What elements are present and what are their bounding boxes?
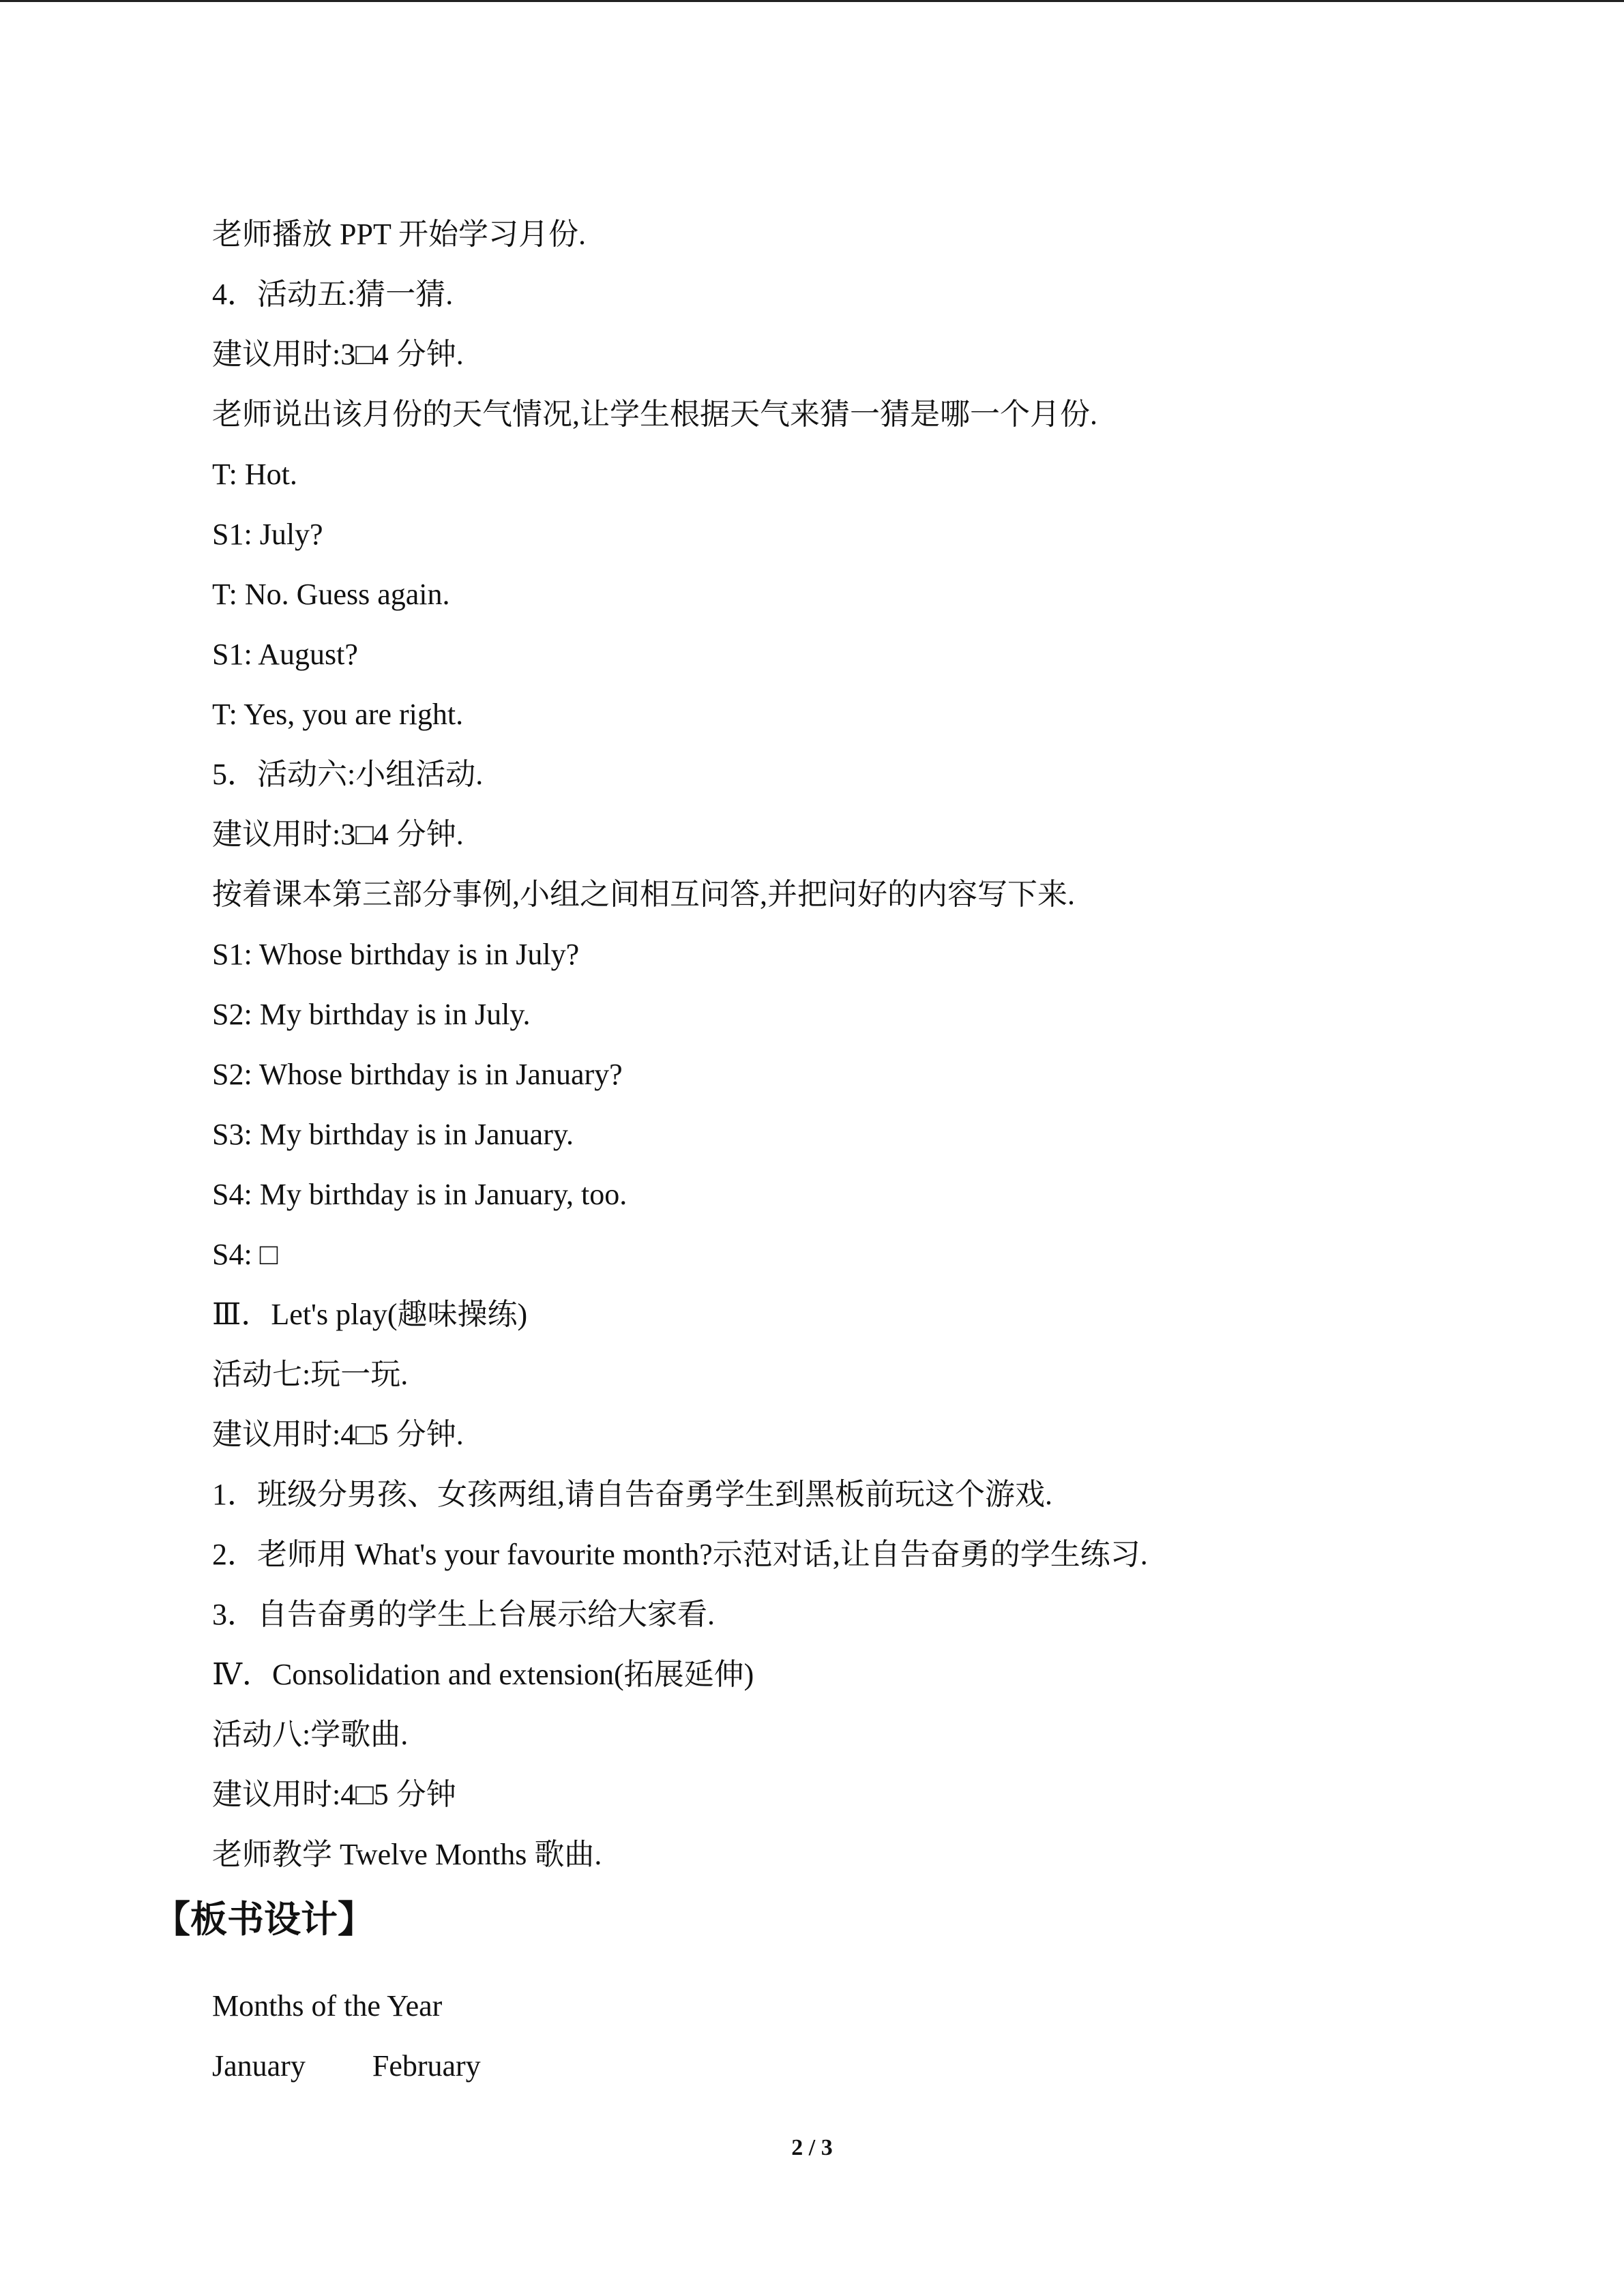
dialogue-line: S4: My birthday is in January, too. [212, 1178, 628, 1211]
page-number: 2 / 3 [791, 2135, 833, 2160]
activity-heading: 活动八:学歌曲. [212, 1718, 409, 1751]
board-design [212, 1976, 1508, 2096]
suggested-time: 建议用时:3□4 分钟. [212, 818, 464, 851]
months-row [212, 2036, 1508, 2096]
dialogue-line: S1: August? [212, 638, 358, 671]
dialogue-line: S4: □ [212, 1238, 278, 1271]
dialogue-line: S1: July? [212, 518, 323, 551]
dialogue-line: T: Hot. [212, 458, 297, 491]
document-body [212, 205, 1508, 1885]
month-label: January [212, 2049, 306, 2083]
board-title: Months of the Year [212, 1989, 443, 2023]
text-line: 老师播放 PPT 开始学习月份. [212, 218, 587, 251]
dialogue-line: S1: Whose birthday is in July? [212, 938, 580, 971]
activity-heading: 5．活动六:小组活动. [212, 758, 484, 791]
dialogue-line: T: Yes, you are right. [212, 698, 464, 731]
section-heading: Ⅳ．Consolidation and extension(拓展延伸) [212, 1658, 754, 1691]
section-heading: Ⅲ．Let's play(趣味操练) [212, 1298, 528, 1331]
list-item: 2．老师用 What's your favourite month?示范对话,让自告奋勇的学生练习. [212, 1538, 1148, 1571]
list-item: 3．自告奋勇的学生上台展示给大家看. [212, 1598, 715, 1631]
suggested-time: 建议用时:4□5 分钟. [212, 1418, 464, 1451]
dialogue-line: S3: My birthday is in January. [212, 1118, 574, 1151]
suggested-time: 建议用时:4□5 分钟 [212, 1778, 456, 1811]
month-label: February [372, 2049, 481, 2083]
dialogue-line: S2: Whose birthday is in January? [212, 1058, 623, 1091]
suggested-time: 建议用时:3□4 分钟. [212, 338, 464, 371]
text-line: 按着课本第三部分事例,小组之间相互问答,并把问好的内容写下来. [212, 878, 1075, 911]
top-border-rule [0, 0, 1624, 2]
dialogue-line: S2: My birthday is in July. [212, 998, 531, 1031]
activity-heading: 4．活动五:猜一猜. [212, 278, 454, 311]
activity-heading: 活动七:玩一玩. [212, 1358, 409, 1391]
dialogue-line: T: No. Guess again. [212, 578, 450, 611]
text-line: 老师说出该月份的天气情况,让学生根据天气来猜一猜是哪一个月份. [212, 398, 1097, 431]
text-line: 老师教学 Twelve Months 歌曲. [212, 1838, 602, 1871]
list-item: 1．班级分男孩、女孩两组,请自告奋勇学生到黑板前玩这个游戏. [212, 1478, 1052, 1511]
board-design-heading: 【板书设计】 [153, 1898, 374, 1941]
